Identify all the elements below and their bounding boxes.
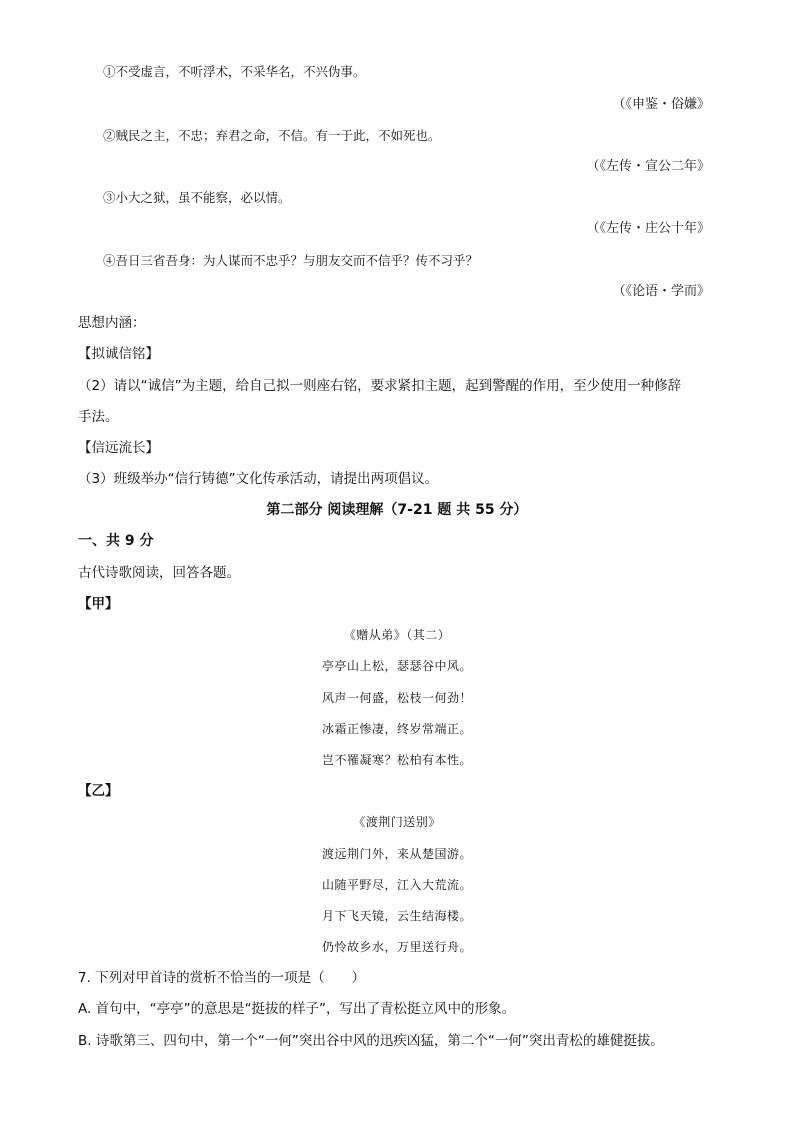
quote-3: ③小大之狱，虽不能察，必以情。	[103, 190, 291, 205]
question-7-option-b: B. 诗歌第三、四句中，第一个“一何”突出谷中风的迅疾凶猛，第二个“一何”突出青松的雄健挺拔。	[78, 1033, 664, 1049]
poem-jia-label: 【甲】	[78, 596, 119, 612]
poem-jia-line: 冰霜正惨凄，终岁常端正。	[321, 722, 472, 736]
poem-jia-line: 风声一何盛，松枝一何劲！	[321, 691, 472, 705]
question-3: （3）班级举办“信行铸德”文化传承活动，请提出两项倡议。	[78, 471, 439, 487]
poem-jia-title: 《赠从弟》（其二）	[343, 628, 451, 642]
quote-2: ②贼民之主，不忠；弃君之命，不信。有一于此，不如死也。	[103, 128, 441, 143]
section-one-heading: 一、共 9 分	[78, 533, 154, 549]
heading-motto: 【拟诚信铭】	[78, 346, 159, 362]
quote-3-source: （《左传・庄公十年》	[586, 221, 710, 236]
poem-yi-line: 仍怜故乡水，万里送行舟。	[321, 940, 472, 954]
question-7-option-a: A. 首句中，“亭亭”的意思是“挺拔的样子”，写出了青松挺立风中的形象。	[78, 1001, 516, 1017]
poem-jia-line: 亭亭山上松，瑟瑟谷中风。	[321, 659, 472, 673]
quote-1: ①不受虚言，不听浮术，不采华名，不兴伪事。	[103, 64, 366, 79]
poem-yi-label: 【乙】	[78, 783, 119, 799]
connotation-label: 思想内涵：	[78, 315, 146, 331]
poem-yi-line: 渡远荆门外，来从楚国游。	[321, 847, 472, 861]
quote-2-source: （《左传・宣公二年》	[586, 159, 710, 174]
quote-1-source: （《申鉴・俗嫌》	[612, 97, 710, 112]
question-7: 7. 下列对甲首诗的赏析不恰当的一项是（ ）	[78, 970, 366, 986]
section-intro: 古代诗歌阅读，回答各题。	[78, 565, 240, 581]
quote-4-source: （《论语・学而》	[612, 284, 710, 299]
poem-yi-title: 《渡荆门送别》	[353, 815, 441, 829]
part-two-title: 第二部分 阅读理解（7-21 题 共 55 分）	[266, 502, 528, 518]
poem-yi-line: 山随平野尽，江入大荒流。	[321, 878, 472, 892]
heading-legacy: 【信远流长】	[78, 440, 159, 456]
poem-yi-line: 月下飞天镜，云生结海楼。	[321, 909, 472, 923]
quote-4: ④吾日三省吾身：为人谋而不忠乎？与朋友交而不信乎？传不习乎？	[103, 253, 479, 268]
question-2-line-2: 手法。	[78, 409, 119, 425]
poem-jia-line: 岂不罹凝寒？松柏有本性。	[321, 753, 472, 767]
question-2-line-1: （2）请以“诚信”为主题，给自己拟一则座右铭，要求紧扣主题，起到警醒的作用，至少使用一种修辞	[78, 378, 682, 394]
